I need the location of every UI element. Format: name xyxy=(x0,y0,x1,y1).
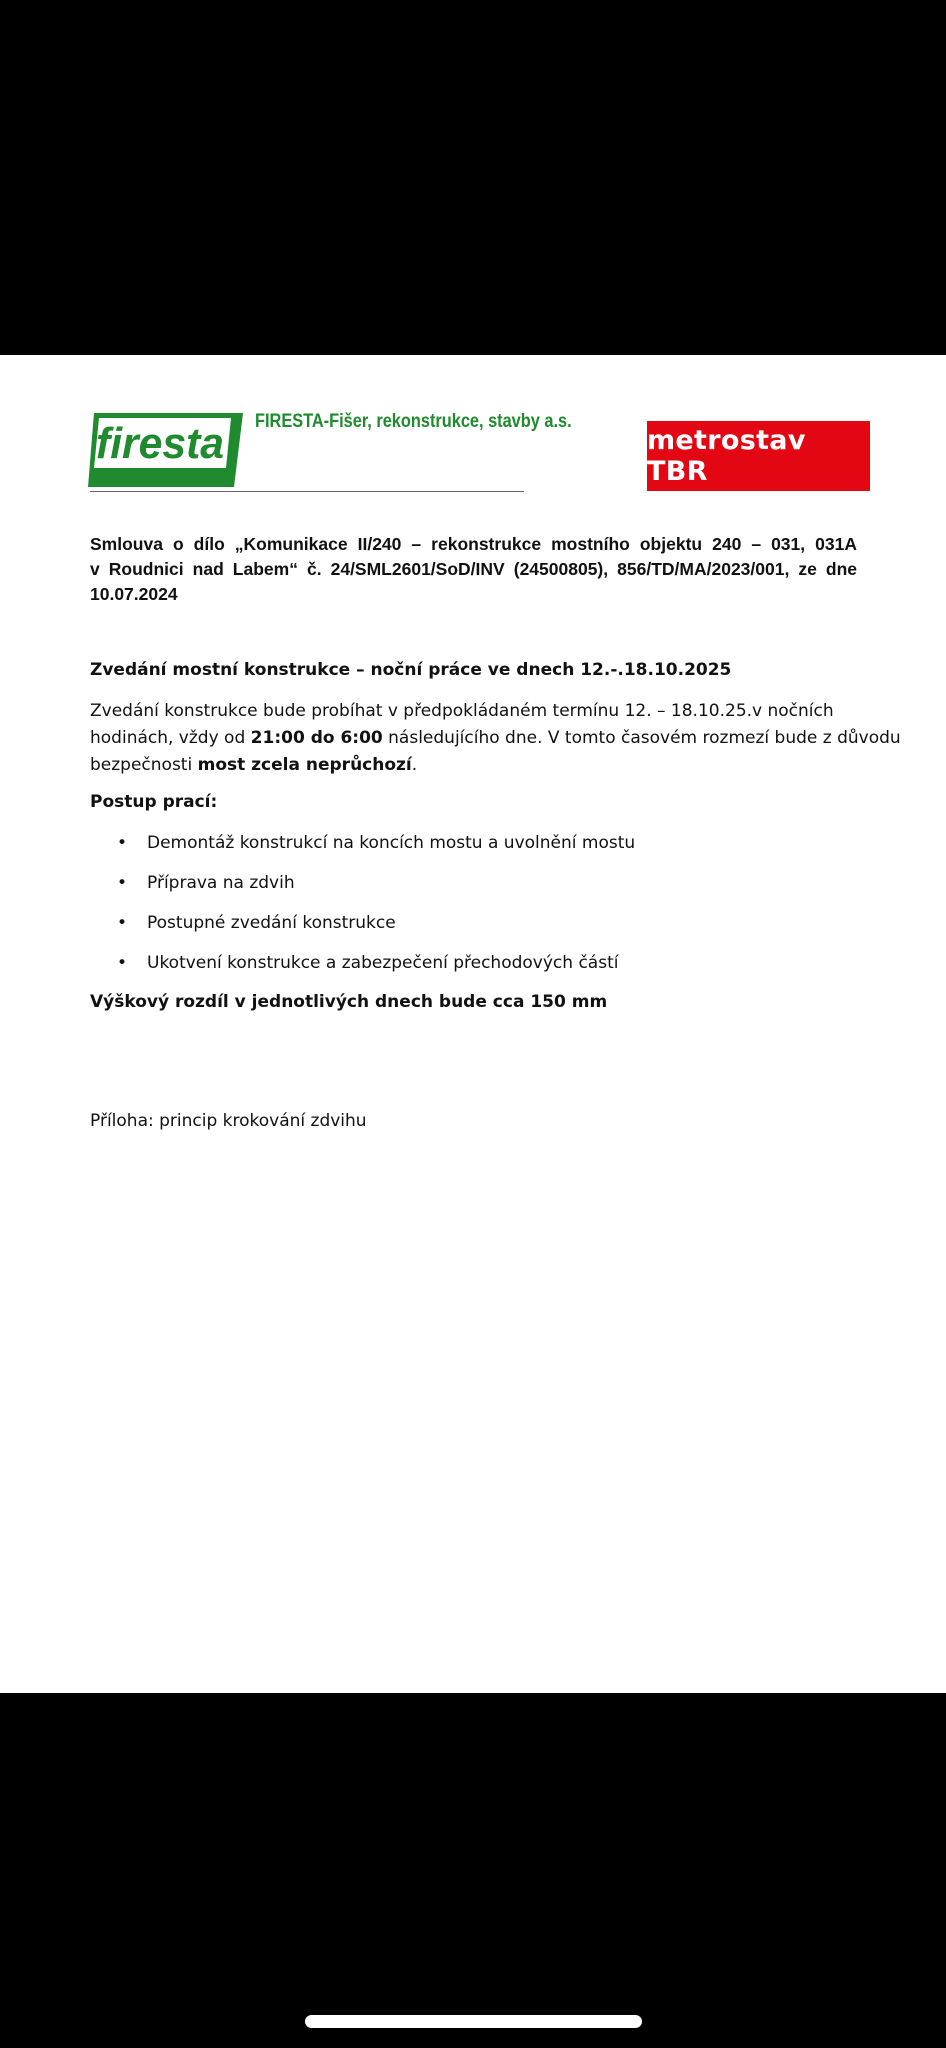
description-text: hodinách, vždy od xyxy=(90,728,251,748)
steps-title: Postup prací: xyxy=(90,792,218,812)
contract-reference xyxy=(90,532,857,607)
list-item-text: Demontáž konstrukcí na koncích mostu a uvolnění mostu xyxy=(147,833,636,853)
section-heading: Zvedání mostní konstrukce – noční práce ve dnech 12.-.18.10.2025 xyxy=(90,660,732,680)
description-text: následujícího dne. V tomto časovém rozmezí bude z důvodu xyxy=(382,728,901,748)
bridge-closed-notice: most zcela neprůchozí xyxy=(197,755,412,775)
description-line-2 xyxy=(90,725,901,752)
bullet: • xyxy=(117,953,128,973)
description-text: . xyxy=(411,755,418,775)
company-name: FIRESTA-Fišer, rekonstrukce, stavby a.s. xyxy=(255,411,572,432)
firesta-logo xyxy=(88,411,243,489)
bullet: • xyxy=(117,873,128,893)
description-text: bezpečnosti xyxy=(90,755,198,775)
list-item-text: Ukotvení konstrukce a zabezpečení přechodových částí xyxy=(147,953,619,973)
description-line-1: Zvedání konstrukce bude probíhat v předpokládaném termínu 12. – 18.10.25.v nočních xyxy=(90,701,834,721)
height-difference-note: Výškový rozdíl v jednotlivých dnech bude cca 150 mm xyxy=(90,992,608,1012)
contract-line-2: v Roudnici nad Labem“ č. 24/SML2601/SoD/INV (24500805), 856/TD/MA/2023/001, ze dne xyxy=(90,559,857,579)
work-description xyxy=(90,698,901,779)
firesta-logo-text: firesta xyxy=(96,419,224,468)
work-hours: 21:00 do 6:00 xyxy=(250,728,383,748)
bullet: • xyxy=(117,833,128,853)
header-divider xyxy=(90,491,524,492)
list-item-text: Příprava na zdvih xyxy=(147,873,295,893)
metrostav-logo xyxy=(647,421,870,491)
home-indicator[interactable] xyxy=(305,2015,642,2028)
bullet: • xyxy=(117,913,128,933)
contract-line-1: Smlouva o dílo „Komunikace II/240 – rekonstrukce mostního objektu 240 – 031, 031A xyxy=(90,534,857,554)
description-line-3 xyxy=(90,752,870,779)
contract-line-3: 10.07.2024 xyxy=(90,584,178,604)
list-item-text: Postupné zvedání konstrukce xyxy=(147,913,396,933)
appendix-note: Příloha: princip krokování zdvihu xyxy=(90,1111,367,1131)
document-page xyxy=(0,355,946,1693)
metrostav-logo-text: metrostav TBR xyxy=(647,425,806,487)
